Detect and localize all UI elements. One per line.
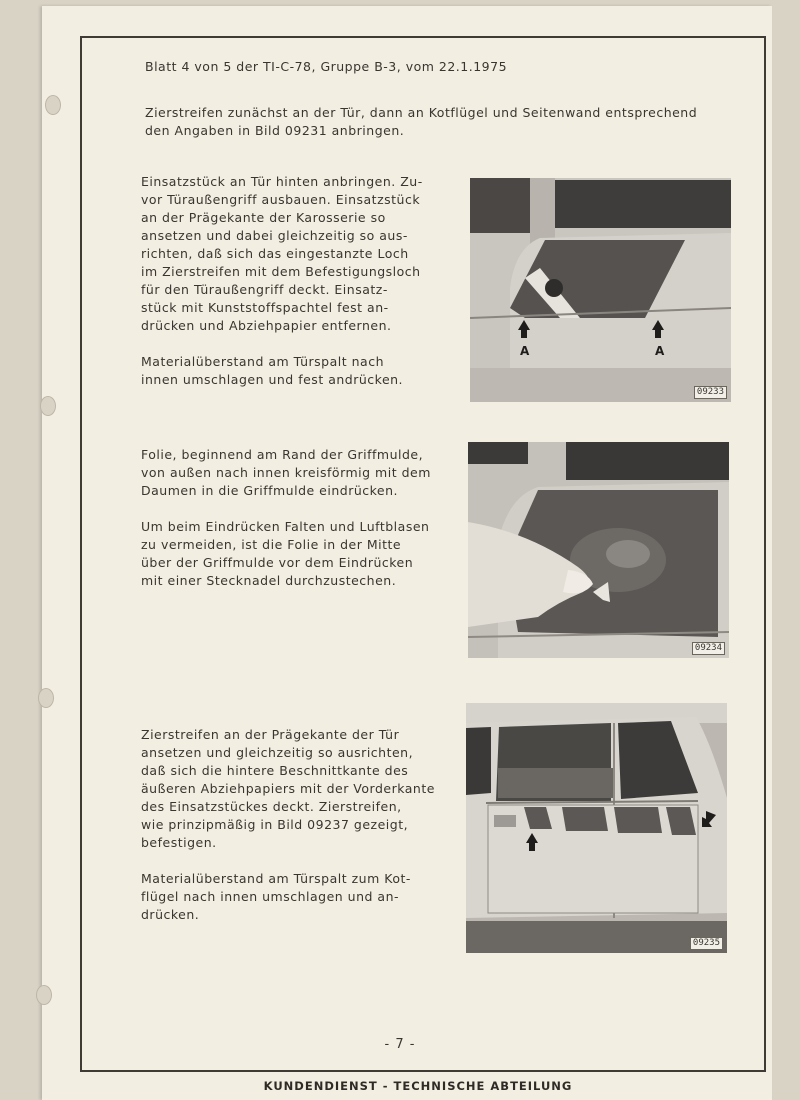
photo-door-stripe-drawing [466, 703, 727, 953]
figure-number: 09235 [690, 937, 723, 950]
punch-hole [40, 396, 56, 416]
intro-text [145, 104, 735, 158]
photo-grip-recess [468, 442, 729, 658]
label-a-right: A [655, 344, 665, 358]
section-2-text [141, 446, 451, 608]
punch-hole [36, 985, 52, 1005]
photo-door-stripe [466, 703, 727, 953]
photo-grip-recess-drawing [468, 442, 729, 658]
section-3-paragraph-2: Materialüberstand am Türspalt zum Kot- flügel nach innen umschlagen und an- drücken. [141, 871, 411, 922]
page-number: - 7 - [384, 1037, 416, 1052]
intro-paragraph: Zierstreifen zunächst an der Tür, dann an Kotflügel und Seitenwand entsprechend den Angaben in Bild 09231 anbringen. [145, 105, 698, 138]
figure-number: 09233 [694, 386, 727, 399]
punch-hole [45, 95, 61, 115]
section-1-text [141, 173, 451, 407]
footer: KUNDENDIENST - TECHNISCHE ABTEILUNG [263, 1079, 573, 1093]
document-header: Blatt 4 von 5 der TI-C-78, Gruppe B-3, vom 22.1.1975 [145, 59, 508, 74]
figure-number: 09234 [692, 642, 725, 655]
photo-rear-door-insert [470, 178, 731, 402]
label-a-left: A [520, 344, 530, 358]
punch-hole [38, 688, 54, 708]
section-1-paragraph-1: Einsatzstück an Tür hinten anbringen. Zu- vor Türaußengriff ausbauen. Einsatzstück an der Prägekante der Karosserie so ansetzen und dabei gleichzeitig so aus- richten, daß sich das eingestanzte Loch im Zierstreifen mit dem Befestigungsloch für den Türaußengriff deckt. Einsatz- stück mit Kunststoffspachtel fest an- drücken und Abziehpapier entfernen. [141, 174, 423, 333]
section-2-paragraph-1: Folie, beginnend am Rand der Griffmulde, von außen nach innen kreisförmig mit dem Daumen in die Griffmulde eindrücken. [141, 447, 431, 498]
section-3-paragraph-1: Zierstreifen an der Prägekante der Tür ansetzen und gleichzeitig so ausrichten, daß sich die hintere Beschnittkante des äußeren Abziehpapiers mit der Vorderkante des Einsatzstückes deckt. Zierstreifen, wie prinzipmäßig in Bild 09237 gezeigt, befestigen. [141, 727, 435, 850]
section-1-paragraph-2: Materialüberstand am Türspalt nach innen umschlagen und fest andrücken. [141, 354, 404, 387]
photo-rear-door-insert-drawing [470, 178, 731, 402]
section-2-paragraph-2: Um beim Eindrücken Falten und Luftblasen zu vermeiden, ist die Folie in der Mitte über der Griffmulde vor dem Eindrücken mit einer Stecknadel durchzustechen. [141, 519, 430, 588]
section-3-text [141, 726, 461, 942]
